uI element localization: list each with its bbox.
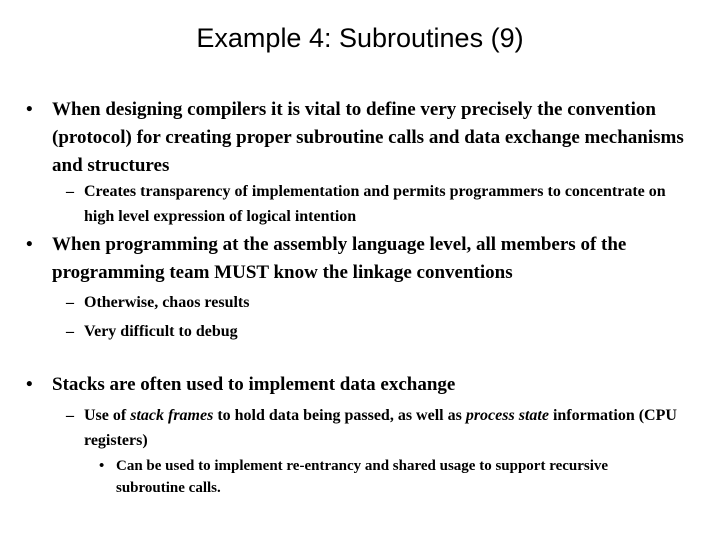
process-state-term: process state [465, 407, 549, 424]
stack-frames-term: stack frames [130, 407, 214, 424]
bullet-marker: • [26, 374, 33, 395]
dash-marker: – [66, 294, 74, 311]
slide-title: Example 4: Subroutines (9) [196, 23, 524, 53]
sub-bullet-3-1-text [84, 403, 694, 453]
dash-marker: – [66, 323, 74, 340]
bullet-marker: • [26, 99, 33, 120]
sub-bullet-2-1 [66, 290, 694, 315]
bullet-3-text: Stacks are often used to implement data exchange [52, 374, 456, 395]
bullet-3 [26, 371, 692, 399]
sub-bullet-1-1-text: Creates transparency of implementation and permits programmers to concentrate on high level expression of logical intention [84, 183, 666, 225]
bullet-marker: • [99, 458, 105, 474]
bullet-1 [26, 96, 692, 180]
sub-bullet-2-2 [66, 319, 694, 344]
sub-bullet-1-1 [66, 179, 694, 229]
dash-marker: – [66, 183, 74, 200]
bullet-2-text: When programming at the assembly language level, all members of the programming team MUST know the linkage conventions [52, 234, 627, 283]
text-run: to hold data being passed, as well as [213, 407, 466, 424]
bullet-marker: • [26, 234, 33, 255]
sub-sub-bullet-3-1-1-text: Can be used to implement re-entrancy and shared usage to support recursive subroutine calls. [116, 458, 609, 496]
sub-bullet-2-2-text: Very difficult to debug [84, 323, 238, 340]
bullet-1-text: When designing compilers it is vital to define very precisely the convention (protocol) for creating proper subroutine calls and data exchange mechanisms and structures [52, 99, 684, 176]
dash-marker: – [66, 407, 74, 424]
text-run: Use of [84, 407, 131, 424]
text-run: information (CPU registers) [84, 407, 677, 449]
sub-sub-bullet-3-1-1 [99, 455, 656, 499]
bullet-2 [26, 231, 692, 287]
sub-bullet-3-1 [66, 403, 694, 453]
sub-bullet-2-1-text: Otherwise, chaos results [84, 294, 250, 311]
